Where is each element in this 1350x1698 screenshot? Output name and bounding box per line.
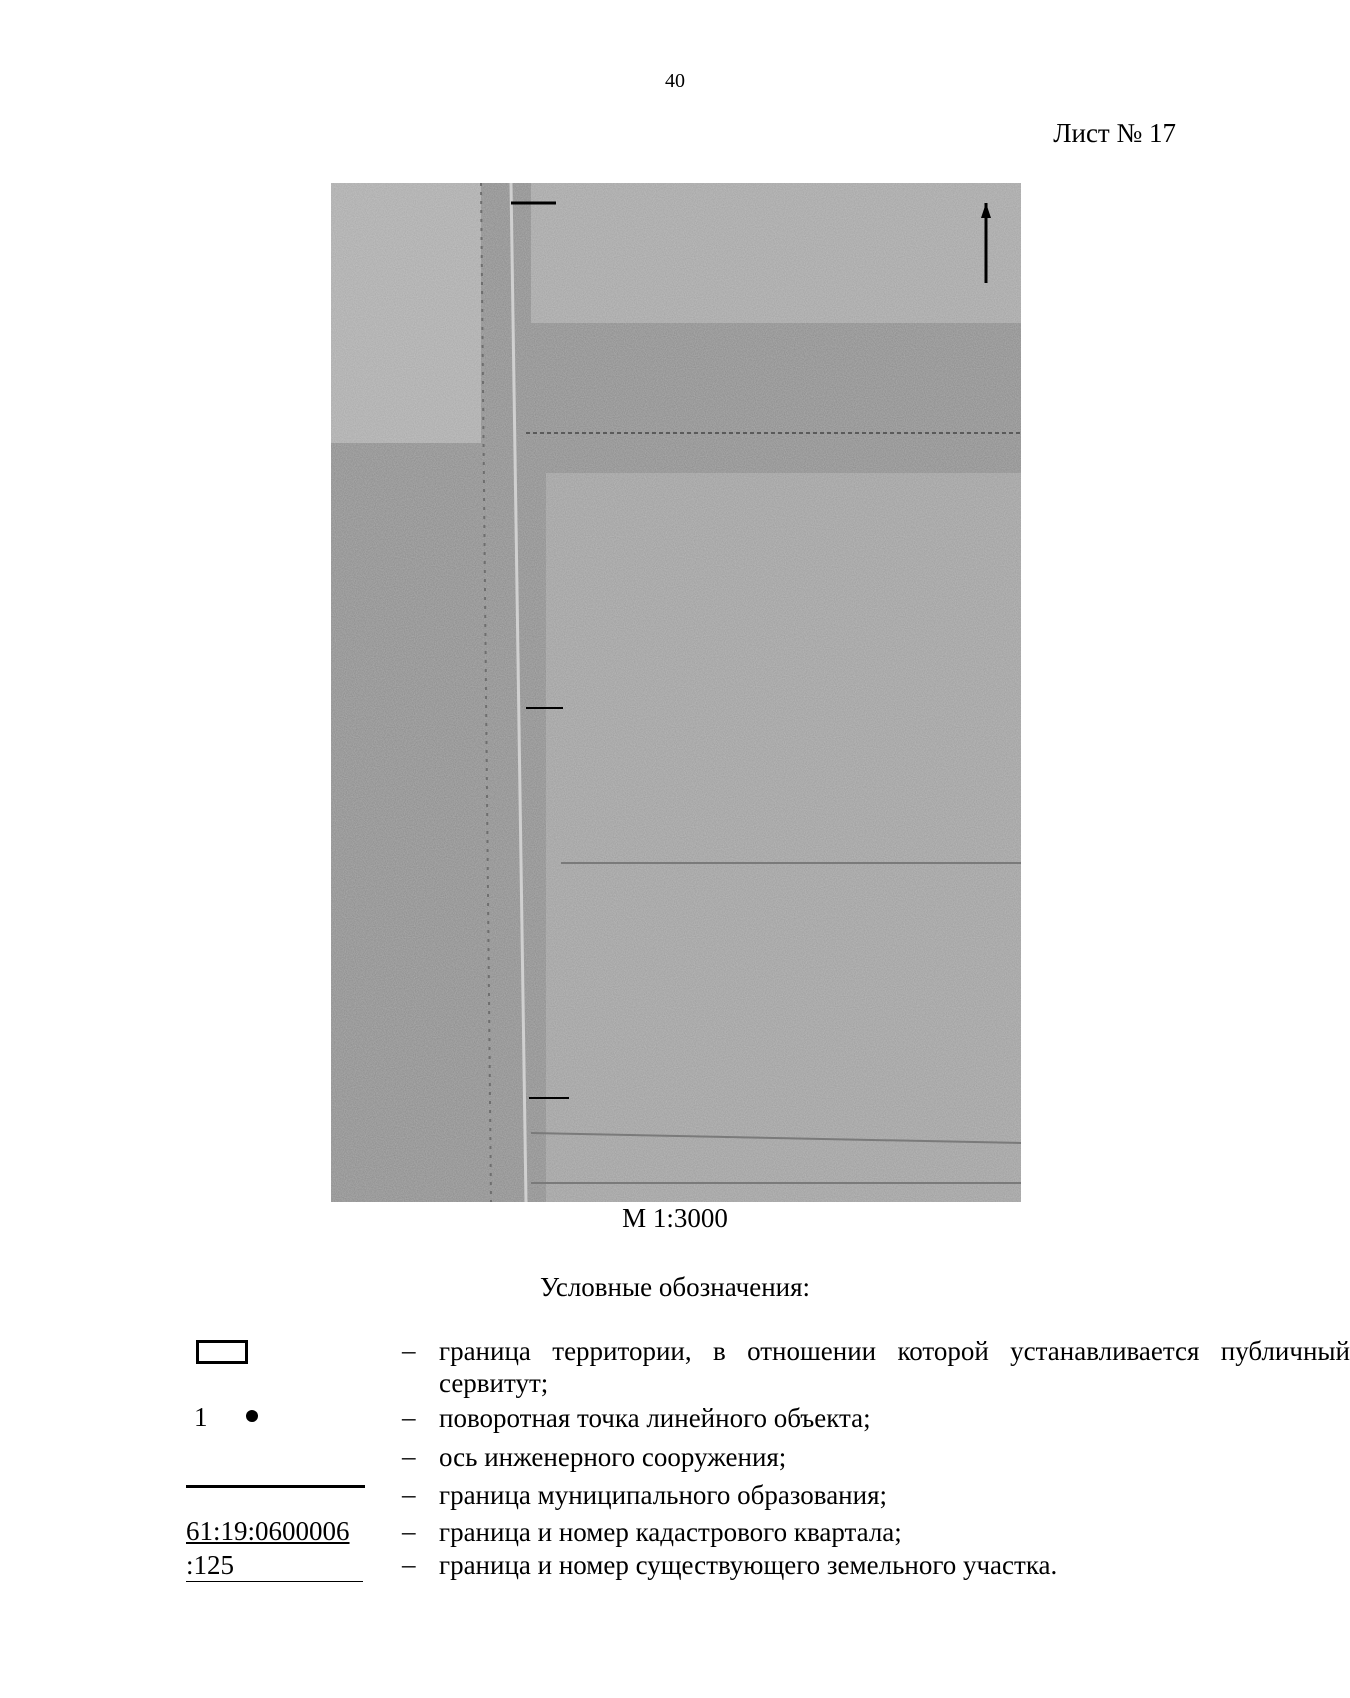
legend-item-land-plot: :125 – граница и номер существующего земельного участка.	[186, 1549, 1186, 1583]
legend-item-municipal-boundary: – граница муниципального образования;	[186, 1479, 1186, 1513]
legend-text: ось инженерного сооружения;	[439, 1442, 787, 1472]
page-number: 40	[665, 70, 685, 92]
legend-text: поворотная точка линейного объекта;	[439, 1403, 871, 1433]
map-image	[331, 183, 1021, 1202]
legend-text: граница территории, в отношении которой устанавливается публичный сервитут;	[439, 1336, 1350, 1398]
legend-text: граница и номер существующего земельного участка.	[439, 1550, 1058, 1580]
legend-item-turning-point: 1 – поворотная точка линейного объекта;	[186, 1402, 1186, 1436]
point-dot-icon	[246, 1410, 258, 1422]
sheet-label: Лист № 17	[1053, 118, 1176, 148]
legend-item-cadastral-quarter: 61:19:0600006 – граница и номер кадастрового квартала;	[186, 1516, 1186, 1550]
rectangle-outline-icon	[196, 1340, 248, 1364]
legend-text: граница муниципального образования;	[439, 1480, 888, 1510]
land-plot-number: :125	[186, 1549, 363, 1582]
legend-item-servitude-boundary: – граница территории, в отношении которой устанавливается публичный сервитут;	[186, 1335, 1186, 1369]
solid-line-icon	[186, 1485, 365, 1488]
legend-item-structure-axis: – ось инженерного сооружения;	[186, 1441, 1186, 1475]
point-number: 1	[194, 1402, 208, 1432]
legend-text: граница и номер кадастрового квартала;	[439, 1517, 902, 1547]
cadastral-quarter-number: 61:19:0600006	[186, 1516, 350, 1546]
legend-title: Условные обозначения:	[539, 1272, 811, 1302]
scale-label: М 1:3000	[622, 1203, 728, 1233]
